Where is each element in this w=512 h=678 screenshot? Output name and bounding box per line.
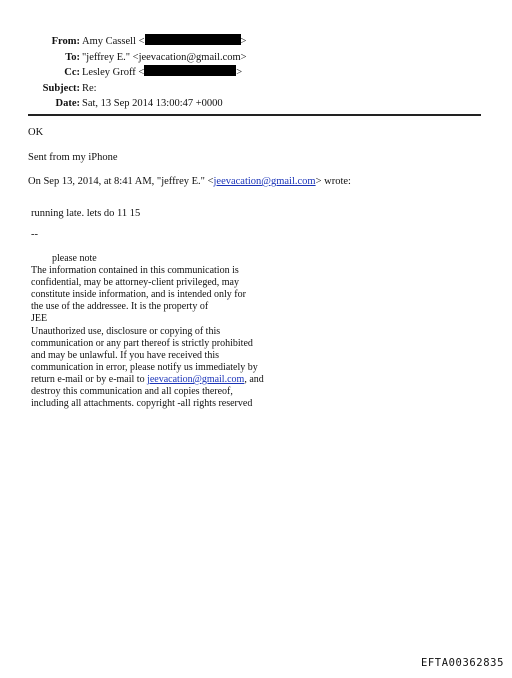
disclaimer-line: the use of the addressee. It is the property of — [31, 301, 209, 313]
subject-label: Subject: — [42, 82, 80, 94]
disclaimer-line: The information contained in this communication is — [31, 265, 239, 277]
from-label: From: — [51, 36, 80, 47]
disclaimer-line: communication in error, please notify us immediately by — [31, 361, 258, 373]
email-header — [0, 34, 512, 112]
from-name: Amy Cassell < — [82, 36, 145, 47]
quote-suffix: > wrote: — [315, 176, 351, 187]
subject-value: Re: — [82, 82, 97, 94]
disclaimer-line: including all attachments. copyright -all rights reserved — [31, 398, 253, 410]
disclaimer-line: Unauthorized use, disclosure or copying of this — [31, 325, 221, 337]
subject-row — [0, 81, 512, 97]
disclaimer-email-suffix: , and — [244, 373, 264, 385]
to-row — [0, 50, 512, 66]
from-value — [82, 34, 246, 50]
quoted-text: running late. lets do 11 15 — [31, 208, 141, 219]
date-value: Sat, 13 Sep 2014 13:00:47 +0000 — [82, 98, 223, 109]
disclaimer-line: destroy this communication and all copies thereof, — [31, 386, 233, 398]
header-divider — [28, 114, 481, 116]
disclaimer-email-prefix: return e-mail or by e-mail to — [31, 373, 148, 385]
disclaimer-heading: please note — [52, 253, 97, 264]
cc-name: Lesley Groff < — [82, 67, 145, 78]
to-label: To: — [65, 51, 80, 63]
to-value: "jeffrey E." <jeevacation@gmail.com> — [82, 51, 247, 63]
from-close: > — [240, 36, 247, 47]
redaction-bar — [144, 65, 236, 76]
disclaimer-line: constitute inside information, and is intended only for — [31, 289, 246, 301]
date-row — [0, 96, 512, 112]
redaction-bar — [145, 34, 241, 45]
quote-email-link[interactable]: jeevacation@gmail.com — [213, 176, 316, 187]
disclaimer-email-link[interactable]: jeevacation@gmail.com — [147, 373, 245, 385]
quote-prefix: On Sep 13, 2014, at 8:41 AM, "jeffrey E." < — [28, 176, 214, 187]
disclaimer-line: and may be unlawful. If you have received this — [31, 349, 219, 361]
cc-value — [82, 65, 242, 81]
signature-separator: -- — [31, 229, 38, 240]
reply-text: OK — [28, 127, 44, 138]
disclaimer-email-line — [31, 374, 264, 386]
disclaimer-line: confidential, may be attorney-client privileged, may — [31, 277, 239, 289]
disclaimer-line: JEE — [31, 313, 48, 325]
reply-signature: Sent from my iPhone — [28, 152, 118, 163]
disclaimer-line: communication or any part thereof is strictly prohibited — [31, 337, 253, 349]
disclaimer-block — [31, 253, 264, 410]
date-label: Date: — [55, 98, 80, 109]
cc-label: Cc: — [64, 67, 80, 78]
cc-close: > — [236, 67, 243, 78]
from-row — [0, 34, 512, 50]
quote-attribution — [28, 175, 351, 188]
cc-row — [0, 65, 512, 81]
document-id: EFTA00362835 — [420, 657, 504, 669]
